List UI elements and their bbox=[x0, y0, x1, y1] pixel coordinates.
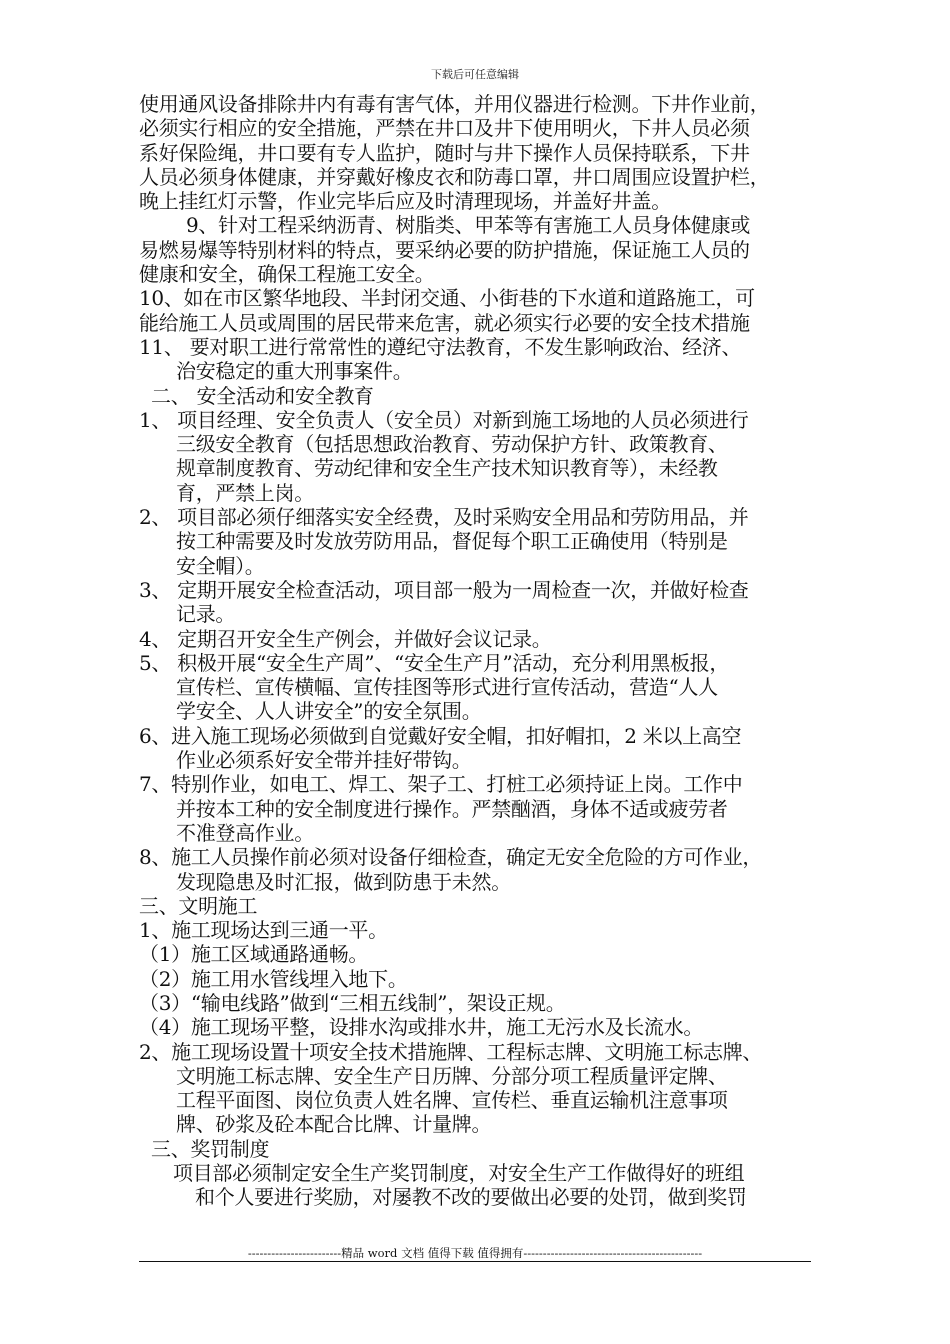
text-line: 系好保险绳，井口要有专人监护，随时与井下操作人员保持联系，下井 bbox=[139, 140, 750, 165]
text-line: 作业必须系好安全带并挂好带钩。 bbox=[176, 748, 472, 773]
text-line: 易燃易爆等特别材料的特点，要采纳必要的防护措施，保证施工人员的 bbox=[139, 237, 750, 262]
text-line: （2）施工用水管线埋入地下。 bbox=[139, 966, 408, 991]
text-line: 文明施工标志牌、安全生产日历牌、分部分项工程质量评定牌、 bbox=[176, 1063, 728, 1088]
text-line: 10、如在市区繁华地段、半封闭交通、小街巷的下水道和道路施工，可 bbox=[139, 286, 755, 311]
text-line: （1）施工区域通路通畅。 bbox=[139, 942, 369, 967]
text-line: 三、奖罚制度 bbox=[151, 1136, 270, 1161]
text-line: 11、 要对职工进行常常性的遵纪守法教育，不发生影响政治、经济、 bbox=[139, 334, 742, 359]
footer-rule bbox=[139, 1261, 811, 1262]
text-line: 晚上挂红灯示警，作业完毕后应及时清理现场，并盖好井盖。 bbox=[139, 189, 671, 214]
text-line: 育，严禁上岗。 bbox=[176, 480, 314, 505]
text-line: 二、 安全活动和安全教育 bbox=[151, 383, 374, 408]
text-line: 不准登高作业。 bbox=[176, 820, 314, 845]
text-line: 和个人要进行奖励，对屡教不改的要做出必要的处罚，做到奖罚 bbox=[195, 1185, 747, 1210]
text-line: 必须实行相应的安全措施，严禁在井口及井下使用明火，下井人员必须 bbox=[139, 116, 750, 141]
document-body bbox=[139, 92, 829, 1210]
text-line: 能给施工人员或周围的居民带来危害，就必须实行必要的安全技术措施 bbox=[139, 310, 750, 335]
text-line: 项目部必须制定安全生产奖罚制度，对安全生产工作做得好的班组 bbox=[173, 1161, 745, 1186]
text-line: 3、 定期开展安全检查活动，项目部一般为一周检查一次，并做好检查 bbox=[139, 577, 749, 602]
text-line: 5、 积极开展“安全生产周”、“安全生产月”活动，充分利用黑板报， bbox=[139, 650, 730, 675]
text-line: 三、文明施工 bbox=[139, 893, 258, 918]
text-line: 宣传栏、宣传横幅、宣传挂图等形式进行宣传活动，营造“人人 bbox=[176, 675, 718, 700]
text-line: 2、施工现场设置十项安全技术措施牌、工程标志牌、文明施工标志牌、 bbox=[139, 1039, 763, 1064]
text-line: 安全帽）。 bbox=[176, 553, 265, 578]
text-line: 牌、砂浆及砼本配合比牌、计量牌。 bbox=[176, 1112, 492, 1137]
text-line: 6、进入施工现场必须做到自觉戴好安全帽，扣好帽扣，2 米以上高空 bbox=[139, 723, 742, 748]
text-line: 记录。 bbox=[176, 602, 236, 627]
text-line: 三级安全教育（包括思想政治教育、劳动保护方针、政策教育、 bbox=[176, 432, 728, 457]
text-line: 规章制度教育、劳动纪律和安全生产技术知识教育等），未经教 bbox=[176, 456, 718, 481]
text-line: 发现隐患及时汇报，做到防患于未然。 bbox=[176, 869, 511, 894]
text-line: 8、施工人员操作前必须对设备仔细检查，确定无安全危险的方可作业， bbox=[139, 845, 763, 870]
text-line: 学安全、人人讲安全”的安全氛围。 bbox=[176, 699, 482, 724]
text-line: 健康和安全，确保工程施工安全。 bbox=[139, 262, 435, 287]
text-line: 使用通风设备排除井内有毒有害气体，并用仪器进行检测。下井作业前， bbox=[139, 92, 770, 116]
text-line: （3）“输电线路”做到“三相五线制”，架设正规。 bbox=[139, 990, 566, 1015]
text-line: 治安稳定的重大刑事案件。 bbox=[176, 359, 413, 384]
text-line: 4、 定期召开安全生产例会，并做好会议记录。 bbox=[139, 626, 552, 651]
text-line: 7、特别作业，如电工、焊工、架子工、打桩工必须持证上岗。工作中 bbox=[139, 772, 743, 797]
text-line: 1、施工现场达到三通一平。 bbox=[139, 918, 388, 943]
text-line: 2、 项目部必须仔细落实安全经费，及时采购安全用品和劳防用品，并 bbox=[139, 505, 749, 530]
page-header: 下载后可任意编辑 bbox=[431, 68, 519, 81]
text-line: （4）施工现场平整，设排水沟或排水井，施工无污水及长流水。 bbox=[139, 1015, 704, 1040]
text-line: 按工种需要及时发放劳防用品，督促每个职工正确使用（特别是 bbox=[176, 529, 728, 554]
text-line: 9、针对工程采纳沥青、树脂类、甲苯等有害施工人员身体健康或 bbox=[186, 213, 751, 238]
text-line: 人员必须身体健康，并穿戴好橡皮衣和防毒口罩，井口周围应设置护栏， bbox=[139, 164, 770, 189]
text-line: 工程平面图、岗位负责人姓名牌、宣传栏、垂直运输机注意事项 bbox=[176, 1088, 728, 1113]
text-line: 1、 项目经理、安全负责人（安全员）对新到施工场地的人员必须进行 bbox=[139, 407, 749, 432]
text-line: 并按本工种的安全制度进行操作。严禁酗酒，身体不适或疲劳者 bbox=[176, 796, 728, 821]
page-footer: ------------------------精品 word 文档 值得下载 值得拥有---------------------------------------------- bbox=[247, 1246, 703, 1260]
